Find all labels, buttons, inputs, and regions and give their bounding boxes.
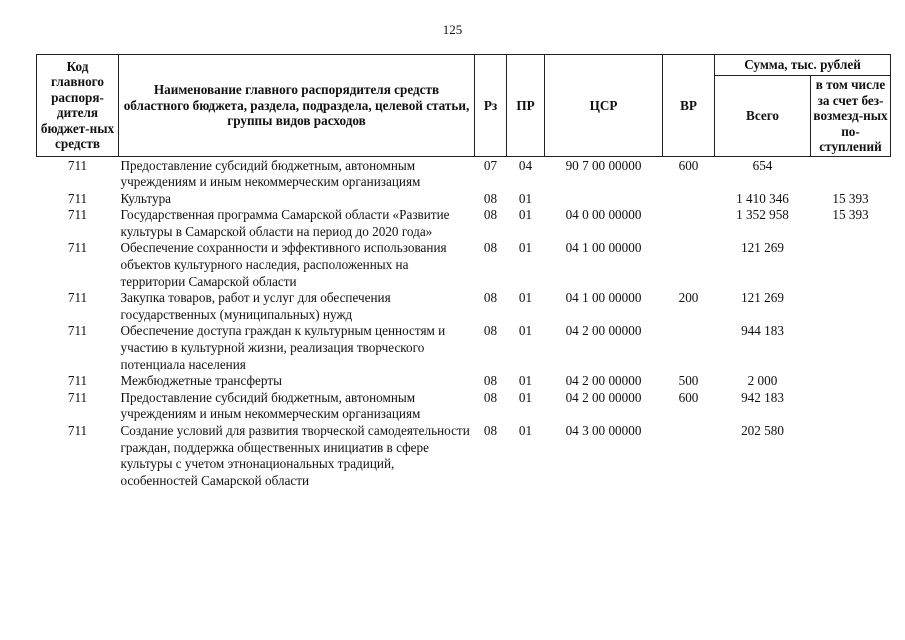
cell-rz: 08: [483, 389, 498, 405]
cell-free: 15 393: [832, 207, 869, 223]
table-row: [37, 423, 891, 489]
cell-code: 711: [67, 373, 88, 389]
cell-name: Культура: [120, 190, 172, 206]
cell-vr: [663, 423, 715, 489]
cell-total: 121 269: [741, 240, 784, 256]
cell-rz: 08: [483, 323, 498, 339]
cell-vr: [663, 240, 715, 290]
cell-code: 711: [67, 207, 88, 223]
cell-vr: [663, 191, 715, 208]
cell-code: 711: [67, 423, 88, 438]
cell-name: Создание условий для развития творческой самодеятельности граждан, поддержка общественных инициатив в сфере культуры с учетом этнонациональных традиций, особенностей Самарской области: [120, 423, 470, 488]
cell-code: 711: [67, 157, 88, 173]
cell-total: 202 580: [741, 423, 784, 438]
cell-csr: 04 2 00 00000: [565, 389, 642, 405]
cell-pr: 04: [518, 157, 533, 173]
cell-code: 711: [67, 389, 88, 405]
table-row: [37, 373, 891, 390]
cell-csr: 04 1 00 00000: [565, 290, 642, 306]
cell-name: Государственная программа Самарской области «Развитие культуры в Самарской области на период до 2020 года»: [120, 207, 450, 239]
header-sum: Сумма, тыс. рублей: [715, 55, 891, 76]
cell-vr: [663, 207, 715, 240]
cell-pr: 01: [518, 190, 533, 206]
cell-total: 1 410 346: [736, 190, 789, 206]
table-row: [37, 240, 891, 290]
cell-csr: [545, 191, 663, 208]
cell-rz: 08: [483, 190, 498, 206]
cell-pr: 01: [518, 389, 533, 405]
cell-vr: 200: [678, 290, 699, 306]
header-csr: ЦСР: [545, 55, 663, 157]
table-row: [37, 191, 891, 208]
cell-name: Обеспечение доступа граждан к культурным ценностям и участию в культурной жизни, реализация творческого потенциала населения: [120, 323, 446, 372]
cell-free: [811, 373, 891, 390]
cell-name: Закупка товаров, работ и услуг для обеспечения государственных (муниципальных) нужд: [120, 290, 391, 322]
cell-total: 944 183: [741, 323, 784, 339]
cell-free: 15 393: [832, 190, 869, 206]
table-row: [37, 390, 891, 423]
cell-vr: 500: [678, 373, 699, 389]
table-row: [37, 207, 891, 240]
table-row: [37, 290, 891, 323]
cell-name: Предоставление субсидий бюджетным, автономным учреждениям и иным некоммерческим организациям: [120, 389, 421, 422]
header-rz: Рз: [475, 55, 507, 157]
header-code: Код главного распоря-дителя бюджет-ных средств: [37, 55, 119, 157]
cell-code: 711: [67, 323, 88, 339]
header-vr: ВР: [663, 55, 715, 157]
table-row: [37, 156, 891, 191]
cell-pr: 01: [518, 323, 533, 339]
cell-name: Предоставление субсидий бюджетным, автономным учреждениям и иным некоммерческим организациям: [120, 157, 421, 190]
page-number: 125: [442, 22, 463, 37]
cell-rz: 08: [483, 373, 498, 389]
cell-free: [811, 240, 891, 290]
cell-free: [811, 390, 891, 423]
cell-csr: 90 7 00 00000: [565, 157, 642, 173]
cell-code: 711: [67, 190, 88, 206]
cell-vr: [663, 323, 715, 373]
cell-pr: 01: [518, 423, 533, 438]
table-row: [37, 323, 891, 373]
cell-total: 1 352 958: [736, 207, 789, 223]
cell-pr: 01: [518, 207, 533, 223]
header-free: в том числе за счет без-возмезд-ных по-ступлений: [811, 76, 891, 157]
cell-rz: 08: [483, 423, 498, 438]
cell-free: [811, 423, 891, 489]
header-total: Всего: [715, 76, 811, 157]
cell-pr: 01: [518, 373, 533, 389]
cell-free: [811, 323, 891, 373]
cell-code: 711: [67, 290, 88, 306]
cell-free: [811, 290, 891, 323]
cell-total: 121 269: [741, 290, 784, 306]
cell-total: 942 183: [741, 389, 784, 405]
cell-rz: 08: [483, 207, 498, 223]
cell-pr: 01: [518, 240, 533, 256]
cell-total: 2 000: [747, 373, 778, 389]
cell-csr: 04 3 00 00000: [565, 423, 642, 438]
cell-csr: 04 2 00 00000: [565, 323, 642, 339]
cell-csr: 04 0 00 00000: [565, 207, 642, 223]
cell-name: Межбюджетные трансферты: [120, 373, 282, 389]
header-pr: ПР: [507, 55, 545, 157]
cell-pr: 01: [518, 290, 533, 306]
cell-rz: 07: [483, 157, 498, 173]
cell-csr: 04 2 00 00000: [565, 373, 642, 389]
cell-free: [811, 156, 891, 191]
cell-csr: 04 1 00 00000: [565, 240, 642, 256]
cell-code: 711: [67, 240, 88, 256]
cell-rz: 08: [483, 240, 498, 256]
cell-name: Обеспечение сохранности и эффективного использования объектов культурного наследия, расположенных на территории Самарской области: [120, 240, 447, 289]
cell-rz: 08: [483, 290, 498, 306]
cell-vr: 600: [678, 157, 699, 173]
header-name: Наименование главного распорядителя средств областного бюджета, раздела, подраздела, целевой статьи, группы видов расходов: [119, 55, 475, 157]
cell-vr: 600: [678, 389, 699, 405]
budget-table: [36, 54, 891, 489]
cell-total: 654: [752, 157, 773, 173]
